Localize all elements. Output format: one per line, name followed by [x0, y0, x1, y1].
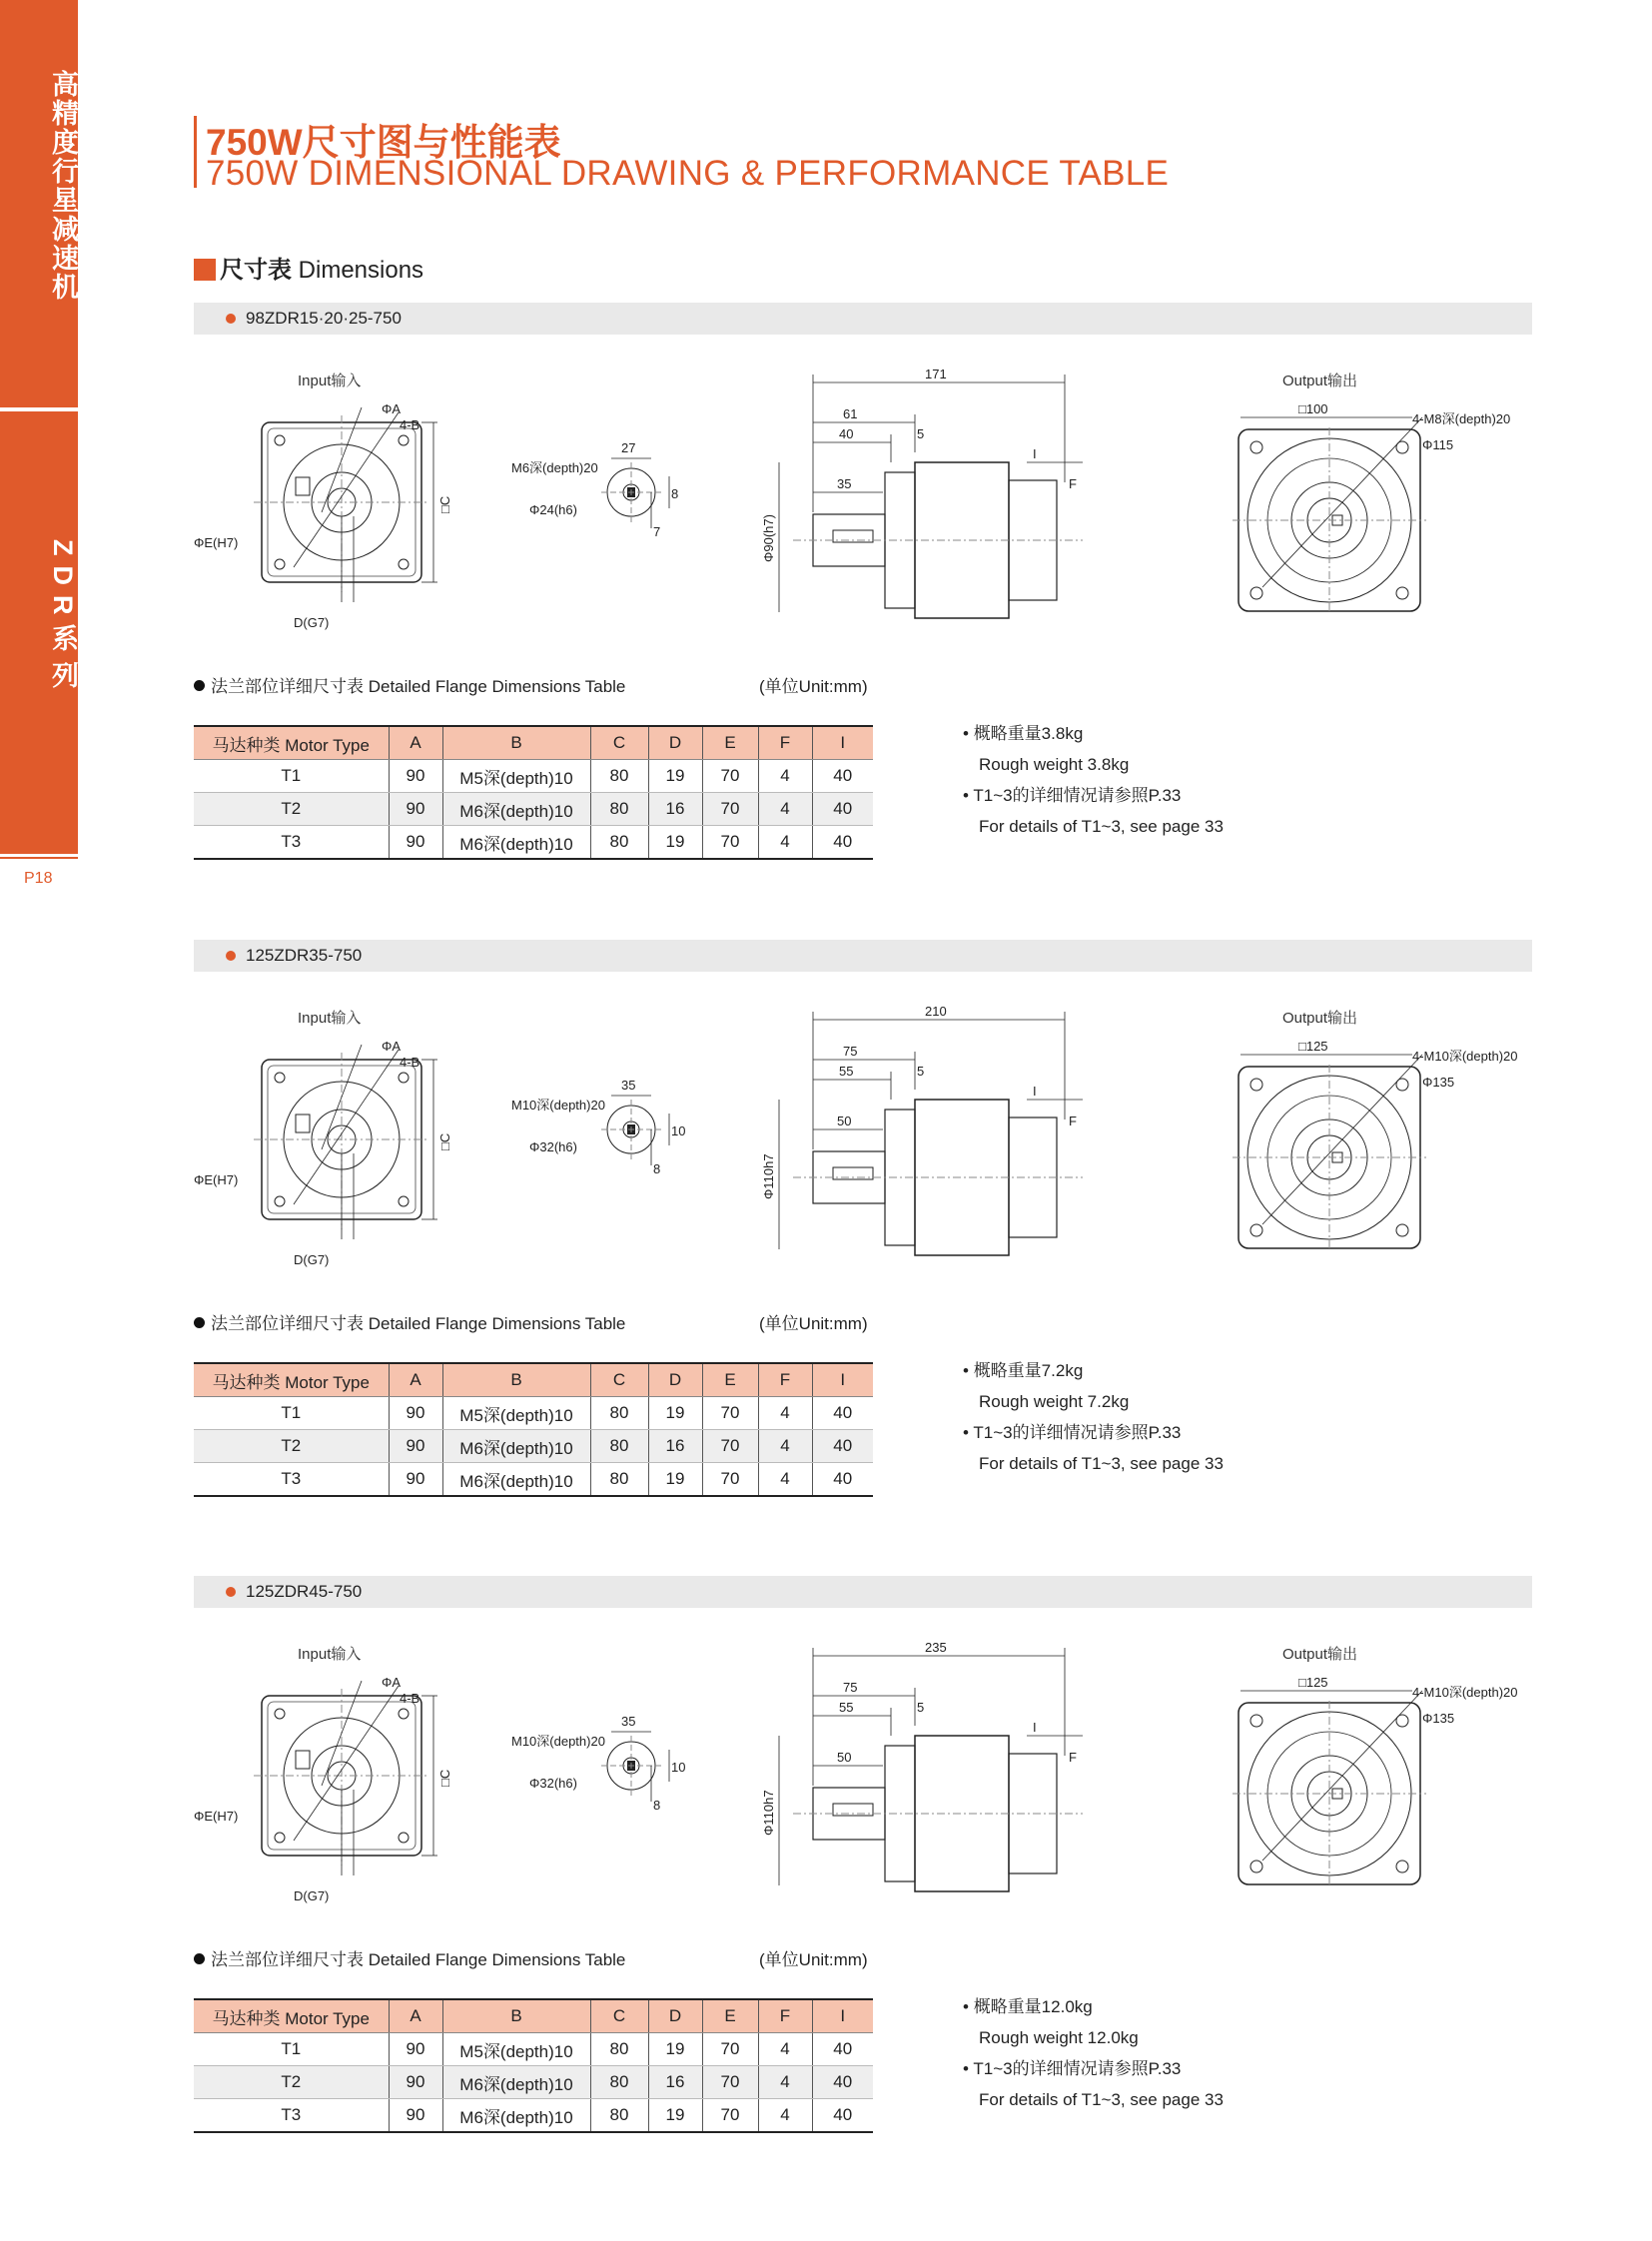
column-header: A: [389, 1999, 442, 2033]
table-cell: T2: [194, 793, 389, 826]
table-cell: 90: [389, 2066, 442, 2099]
table-cell: T2: [194, 2066, 389, 2099]
w8-label: 10: [671, 1123, 686, 1138]
column-header: I: [812, 1363, 873, 1397]
column-header: I: [812, 1999, 873, 2033]
d35-label: 50: [837, 1114, 852, 1128]
column-header: E: [702, 726, 758, 760]
model-dot-icon: [226, 1587, 236, 1597]
weight-en: Rough weight 3.8kg: [979, 755, 1130, 774]
reference-cn: • T1~3的详细情况请参照P.33: [963, 786, 1182, 805]
weight-cn: • 概略重量3.8kg: [963, 724, 1084, 743]
table-row: [194, 1430, 873, 1463]
flange-dimensions-table: [194, 725, 873, 860]
table-cell: 90: [389, 2033, 442, 2066]
unit-label: (单位Unit:mm): [759, 1950, 868, 1969]
model-band: [194, 940, 1532, 972]
table-title: [194, 1945, 625, 1970]
phi-a-label: ΦA: [382, 401, 402, 416]
shaft-dia-label: Φ32(h6): [529, 1776, 577, 1791]
table-cell: M6深(depth)10: [442, 1463, 590, 1497]
table-cell: 80: [590, 1430, 648, 1463]
section-heading: [194, 250, 423, 285]
output-label: Output输出: [1282, 1646, 1358, 1663]
column-header: F: [758, 1363, 812, 1397]
column-header: E: [702, 1999, 758, 2033]
title-accent-bar: [194, 116, 197, 188]
f-label: F: [1069, 1750, 1077, 1765]
table-cell: 70: [702, 826, 758, 860]
sidebar: [0, 0, 78, 854]
input-flange-drawing: [194, 1025, 453, 1267]
shaft-end-drawing: [511, 432, 681, 552]
table-cell: 90: [389, 760, 442, 793]
table-cell: M6深(depth)10: [442, 2099, 590, 2133]
model-band: [194, 1576, 1532, 1608]
weight-cn: • 概略重量12.0kg: [963, 1997, 1093, 2016]
d-g7-label: D(G7): [294, 1888, 330, 1903]
table-cell: 19: [648, 760, 702, 793]
d35-label: 50: [837, 1750, 852, 1765]
table-cell: 40: [812, 2066, 873, 2099]
input-flange-drawing: [194, 387, 453, 630]
d40-label: 40: [839, 426, 854, 441]
phi-a-label: ΦA: [382, 1039, 402, 1054]
table-cell: 4: [758, 1463, 812, 1497]
table-cell: T3: [194, 1463, 389, 1497]
table-cell: 90: [389, 793, 442, 826]
sq-c-label: □C: [437, 495, 452, 513]
table-cell: 80: [590, 826, 648, 860]
column-header: A: [389, 1363, 442, 1397]
table-cell: 80: [590, 2099, 648, 2133]
table-cell: 80: [590, 793, 648, 826]
table-cell: 40: [812, 1397, 873, 1430]
phi-e-label: ΦE(H7): [194, 1809, 239, 1824]
table-cell: 90: [389, 1463, 442, 1497]
pilot-label: Φ90(h7): [761, 514, 776, 562]
i-label: I: [1033, 446, 1037, 461]
section-square-icon: [194, 259, 216, 281]
table-header-row: [194, 726, 873, 760]
bullet-icon: [194, 680, 205, 691]
table-cell: 40: [812, 793, 873, 826]
unit-label: (单位Unit:mm): [759, 677, 868, 696]
table-cell: 40: [812, 826, 873, 860]
out-sq-label: □125: [1298, 1039, 1328, 1054]
column-header: D: [648, 726, 702, 760]
input-flange-drawing: [194, 1661, 453, 1903]
table-cell: M6深(depth)10: [442, 2066, 590, 2099]
total-length-label: 171: [925, 367, 947, 381]
notes: [963, 1991, 1224, 2115]
bullet-icon: [194, 1317, 205, 1328]
out-holes-label: 4-M10深(depth)20: [1412, 1685, 1518, 1700]
table-cell: 70: [702, 1463, 758, 1497]
series-code: ZDR系列: [48, 539, 78, 699]
column-header: C: [590, 726, 648, 760]
table-header-row: [194, 1999, 873, 2033]
key-width-label: 27: [621, 440, 636, 455]
d40-label: 55: [839, 1064, 854, 1079]
table-cell: 40: [812, 1430, 873, 1463]
table-cell: 19: [648, 2099, 702, 2133]
table-title-text: 法兰部位详细尺寸表 Detailed Flange Dimensions Table: [211, 1950, 626, 1969]
shaft-end-drawing: [511, 1706, 686, 1826]
d61-label: 75: [843, 1680, 858, 1695]
table-row: [194, 1397, 873, 1430]
column-header: F: [758, 726, 812, 760]
sq-c-label: □C: [437, 1132, 452, 1150]
model-block-1: [194, 303, 1532, 932]
i-label: I: [1033, 1084, 1037, 1099]
flange-dimensions-table: [194, 1362, 873, 1497]
weight-en: Rough weight 7.2kg: [979, 1392, 1130, 1411]
reference-en: For details of T1~3, see page 33: [979, 1454, 1224, 1473]
five-label: 5: [917, 1064, 925, 1079]
phi-e-label: ΦE(H7): [194, 1172, 239, 1187]
shaft-end-drawing: [511, 1070, 686, 1189]
page-number: P18: [24, 870, 53, 887]
column-header: B: [442, 1363, 590, 1397]
w7-label: 8: [653, 1798, 661, 1813]
table-title: [194, 1309, 625, 1334]
table-cell: 80: [590, 760, 648, 793]
table-cell: 4: [758, 793, 812, 826]
table-cell: T1: [194, 2033, 389, 2066]
table-cell: T2: [194, 1430, 389, 1463]
table-cell: 4: [758, 2033, 812, 2066]
column-header: C: [590, 1999, 648, 2033]
f-label: F: [1069, 476, 1077, 491]
table-row: [194, 2099, 873, 2133]
w8-label: 10: [671, 1760, 686, 1775]
table-row: [194, 826, 873, 860]
w7-label: 7: [653, 524, 661, 539]
table-title-text: 法兰部位详细尺寸表 Detailed Flange Dimensions Table: [211, 677, 626, 696]
out-pcd-label: Φ135: [1422, 1711, 1455, 1726]
model-band: [194, 303, 1532, 335]
output-flange-drawing: [1233, 1025, 1532, 1264]
column-header: B: [442, 726, 590, 760]
table-body: [194, 1397, 873, 1497]
table-cell: 16: [648, 2066, 702, 2099]
table-cell: 4: [758, 2099, 812, 2133]
f-label: F: [1069, 1114, 1077, 1128]
table-cell: 4: [758, 1430, 812, 1463]
out-holes-label: 4-M8深(depth)20: [1412, 411, 1511, 426]
pilot-label: Φ110h7: [761, 1790, 776, 1836]
page-title-en: 750W DIMENSIONAL DRAWING & PERFORMANCE TABLE: [206, 154, 1170, 193]
table-cell: M6深(depth)10: [442, 826, 590, 860]
flange-dimensions-table: [194, 1998, 873, 2133]
table-title: [194, 672, 625, 697]
table-row: [194, 1463, 873, 1497]
total-length-label: 235: [925, 1640, 947, 1655]
model-name: 125ZDR35-750: [246, 946, 363, 965]
table-body: [194, 2033, 873, 2133]
table-cell: 19: [648, 1397, 702, 1430]
table-cell: T3: [194, 826, 389, 860]
table-cell: 40: [812, 2033, 873, 2066]
notes: [963, 718, 1224, 842]
out-pcd-label: Φ115: [1422, 437, 1454, 452]
table-cell: 70: [702, 2033, 758, 2066]
reference-cn: • T1~3的详细情况请参照P.33: [963, 2059, 1182, 2078]
output-flange-drawing: [1233, 1661, 1532, 1900]
tap-label: M10深(depth)20: [511, 1098, 605, 1113]
four-b-label: 4-B: [400, 1691, 420, 1706]
d35-label: 35: [837, 476, 852, 491]
shaft-dia-label: Φ24(h6): [529, 502, 577, 517]
column-header: 马达种类 Motor Type: [194, 1999, 389, 2033]
table-cell: 80: [590, 1463, 648, 1497]
table-cell: 70: [702, 2099, 758, 2133]
table-cell: 4: [758, 826, 812, 860]
w8-label: 8: [671, 486, 679, 501]
output-label: Output输出: [1282, 373, 1358, 389]
table-cell: M5深(depth)10: [442, 2033, 590, 2066]
table-cell: 4: [758, 760, 812, 793]
d-g7-label: D(G7): [294, 615, 330, 630]
table-cell: 19: [648, 1463, 702, 1497]
five-label: 5: [917, 1700, 925, 1715]
column-header: D: [648, 1999, 702, 2033]
output-label: Output输出: [1282, 1010, 1358, 1027]
key-width-label: 35: [621, 1714, 636, 1729]
pilot-label: Φ110h7: [761, 1153, 776, 1199]
column-header: C: [590, 1363, 648, 1397]
input-label: Input输入: [298, 1010, 362, 1027]
column-header: A: [389, 726, 442, 760]
out-holes-label: 4-M10深(depth)20: [1412, 1049, 1518, 1064]
input-label: Input输入: [298, 1646, 362, 1663]
table-cell: 80: [590, 2066, 648, 2099]
d61-label: 75: [843, 1044, 858, 1059]
d40-label: 55: [839, 1700, 854, 1715]
side-view-drawing: [763, 363, 1123, 632]
bullet-icon: [194, 1953, 205, 1964]
table-cell: 90: [389, 1430, 442, 1463]
column-header: 马达种类 Motor Type: [194, 726, 389, 760]
table-row: [194, 2066, 873, 2099]
total-length-label: 210: [925, 1004, 947, 1019]
table-cell: 19: [648, 2033, 702, 2066]
table-cell: M5深(depth)10: [442, 1397, 590, 1430]
reference-cn: • T1~3的详细情况请参照P.33: [963, 1423, 1182, 1442]
model-dot-icon: [226, 951, 236, 961]
out-sq-label: □125: [1298, 1675, 1328, 1690]
out-sq-label: □100: [1298, 401, 1328, 416]
column-header: B: [442, 1999, 590, 2033]
model-dot-icon: [226, 314, 236, 324]
table-row: [194, 2033, 873, 2066]
tap-label: M6深(depth)20: [511, 460, 598, 475]
table-cell: 19: [648, 826, 702, 860]
table-cell: 70: [702, 1430, 758, 1463]
output-flange-drawing: [1233, 387, 1532, 627]
table-cell: T3: [194, 2099, 389, 2133]
column-header: 马达种类 Motor Type: [194, 1363, 389, 1397]
key-width-label: 35: [621, 1078, 636, 1093]
weight-cn: • 概略重量7.2kg: [963, 1361, 1084, 1380]
d61-label: 61: [843, 406, 858, 421]
phi-a-label: ΦA: [382, 1675, 402, 1690]
side-view-drawing: [763, 1000, 1123, 1269]
shaft-dia-label: Φ32(h6): [529, 1139, 577, 1154]
model-name: 125ZDR45-750: [246, 1582, 363, 1601]
table-cell: 90: [389, 2099, 442, 2133]
d-g7-label: D(G7): [294, 1252, 330, 1267]
reference-en: For details of T1~3, see page 33: [979, 2090, 1224, 2109]
table-cell: M6深(depth)10: [442, 1430, 590, 1463]
weight-en: Rough weight 12.0kg: [979, 2028, 1139, 2047]
five-label: 5: [917, 426, 925, 441]
table-cell: 70: [702, 1397, 758, 1430]
model-block-2: [194, 940, 1532, 1569]
table-cell: 40: [812, 1463, 873, 1497]
four-b-label: 4-B: [400, 417, 420, 432]
table-cell: 16: [648, 793, 702, 826]
table-cell: 90: [389, 826, 442, 860]
reference-en: For details of T1~3, see page 33: [979, 817, 1224, 836]
table-cell: 70: [702, 760, 758, 793]
sidebar-divider: [0, 407, 78, 411]
table-cell: 16: [648, 1430, 702, 1463]
i-label: I: [1033, 1720, 1037, 1735]
table-cell: 80: [590, 2033, 648, 2066]
table-cell: 70: [702, 2066, 758, 2099]
sq-c-label: □C: [437, 1769, 452, 1787]
table-body: [194, 760, 873, 860]
tap-label: M10深(depth)20: [511, 1734, 605, 1749]
notes: [963, 1355, 1224, 1479]
side-view-drawing: [763, 1636, 1123, 1905]
table-cell: T1: [194, 1397, 389, 1430]
column-header: D: [648, 1363, 702, 1397]
model-name: 98ZDR15·20·25-750: [246, 309, 402, 328]
input-label: Input输入: [298, 373, 362, 389]
table-row: [194, 760, 873, 793]
table-cell: 90: [389, 1397, 442, 1430]
table-cell: M5深(depth)10: [442, 760, 590, 793]
table-cell: 40: [812, 760, 873, 793]
page-title-cn: 750W尺寸图与性能表: [206, 122, 561, 163]
table-title-text: 法兰部位详细尺寸表 Detailed Flange Dimensions Table: [211, 1314, 626, 1333]
w7-label: 8: [653, 1161, 661, 1176]
phi-e-label: ΦE(H7): [194, 535, 239, 550]
table-cell: 4: [758, 1397, 812, 1430]
table-row: [194, 793, 873, 826]
unit-label: (单位Unit:mm): [759, 1314, 868, 1333]
table-cell: 40: [812, 2099, 873, 2133]
table-cell: 4: [758, 2066, 812, 2099]
four-b-label: 4-B: [400, 1055, 420, 1070]
table-cell: 70: [702, 793, 758, 826]
table-cell: M6深(depth)10: [442, 793, 590, 826]
series-title: 高精度行星减速机: [48, 70, 78, 302]
table-cell: 80: [590, 1397, 648, 1430]
out-pcd-label: Φ135: [1422, 1075, 1455, 1090]
sidebar-underline: [0, 857, 78, 859]
column-header: F: [758, 1999, 812, 2033]
column-header: E: [702, 1363, 758, 1397]
table-header-row: [194, 1363, 873, 1397]
table-cell: T1: [194, 760, 389, 793]
section-title-en: Dimensions: [298, 257, 424, 284]
section-title-cn: 尺寸表: [220, 257, 292, 284]
column-header: I: [812, 726, 873, 760]
model-block-3: [194, 1576, 1532, 2205]
